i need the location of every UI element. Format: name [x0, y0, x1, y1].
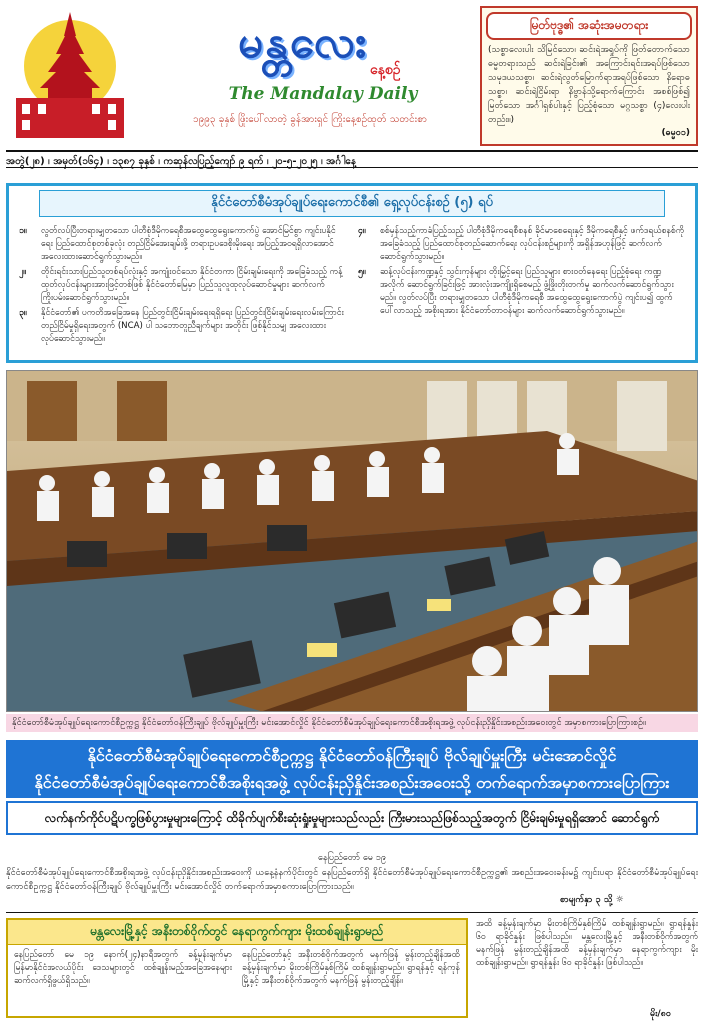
priorities-box	[6, 183, 698, 363]
priority-item	[358, 266, 685, 318]
weather-heading: မန္တလေးမြို့နှင့် အနီးတစ်ဝိုက်တွင် နေရာကွက်ကျား မိုးထစ်ချုန်းရွာမည်	[8, 920, 466, 945]
motto-title: မြတ်ဗုဒ္ဓ၏ အဆုံးအမတရား	[486, 12, 692, 40]
masthead-title: မန္တလေး	[237, 17, 369, 68]
continued-link[interactable]: စာမျက်နှာ ၃ သို့ ☼	[560, 895, 624, 905]
priority-number: ၁။	[19, 226, 27, 236]
priority-number: ၂။	[19, 267, 26, 277]
headline	[6, 740, 698, 798]
dateline: အတွဲ(၂၈) ၊ အမှတ်(၁၆၄) ၊ ၁၃၈၇ ခုနှစ် ၊ ကဆုန်လပြည့်ကျော် ၉ ရက် ၊ ၂၀-၅-၂၀၂၅ ၊ အင်္ဂါနေ့	[6, 150, 698, 168]
page-marker: မိုး/၈၀	[650, 1009, 671, 1019]
priority-text: စစ်မှန်သည့်ကာခံပြည့်သည့် ပါတီစုံဒီမိုကရေစီစနစ် ခိုင်မာစေရေးနှင့် ဒီမိုကရေစီနှင့် ဖက်ဒရယ်စနစ်ကိုအခြေခံသည့် ပြည်ထောင်စုတည်ဆောက်ရေး လုပ်ငန်းစဉ်များကို အရှိန်အဟုန်ဖြင့် ဆက်လက်ဆောင်ရွက်သွားမည်။	[380, 226, 685, 262]
priority-number: ၃။	[19, 308, 27, 318]
motto-ref: (ဓမ္မ၀၁)	[661, 128, 690, 138]
photo-caption: နိုင်ငံတော်စီမံအုပ်ချုပ်ရေးကောင်စီဥက္ကဋ္ဌ နိုင်ငံတော်ဝန်ကြီးချုပ် ဗိုလ်ချုပ်မှူးကြီး မင်းအောင်လှိုင် နိုင်ငံတော်စီမံအုပ်ချုပ်ရေးကောင်စီအစိုးရအဖွဲ့ လုပ်ငန်းညှိနှိုင်းအစည်းအဝေးတွင် အမှာစကားပြောကြားစဉ်။	[6, 714, 698, 732]
weather-column-1: နေပြည်တော် မေ ၁၉ နောက်(၂၄)နာရီအတွက် ခန့်မှန်းချက်မှာ မြန်မာနိုင်ငံအလယ်ပိုင်း ဒေသများတွင် ထစ်ချုန်းမည့်အခြေအနေများ ဆက်လက်ရှိဖွယ်ရှိသည်။	[14, 950, 232, 986]
priority-text: နိုင်ငံတော်၏ ပကတိအခြေအနေ ပြည်တွင်းငြိမ်းချမ်းရေးရရှိရေး ပြည်တွင်းငြိမ်းချမ်းရေးလမ်းကြောင်း တည်ငြိမ်မှုရှိရေးအတွက် (NCA) ပါ သဘောတူညီချက်များ အတိုင်း ဖြစ်နိုင်သမျှ အလေးထားလုပ်ဆောင်သွားမည်။	[41, 308, 344, 344]
masthead	[0, 0, 704, 150]
priorities-right-column	[358, 225, 685, 348]
masthead-english-title: The Mandalay Daily	[228, 84, 418, 104]
masthead-subtitle: နေ့စဉ်	[370, 62, 401, 78]
article-lede: နိုင်ငံတော်စီမံအုပ်ချုပ်ရေးကောင်စီအစိုးရအဖွဲ့ လုပ်ငန်းညှိနှိုင်းအစည်းအဝေးကို ယနေ့နံနက်ပိုင်းတွင် နေပြည်တော်ရှိ နိုင်ငံတော်စီမံအုပ်ချုပ်ရေးကောင်စီဥက္ကဋ္ဌ၏ အစည်းအဝေးခန်းမ၌ ကျင်းပရာ နိုင်ငံတော်စီမံအုပ်ချုပ်ရေးကောင်စီဥက္ကဋ္ဌ နိုင်ငံတော်ဝန်ကြီးချုပ် ဗိုလ်ချုပ်မှူးကြီး မင်းအောင်လှိုင် တက်ရောက်အမှာစကားပြောကြားသည်။	[6, 868, 698, 892]
subheadline: လက်နက်ကိုင်ပဋိပက္ခဖြစ်ပွားမှုများကြောင့် ထိခိုက်ပျက်စီးဆုံးရှုံးမှုများသည်လည်း ကြီးမားသည်ဖြစ်သည့်အတွက် ငြိမ်းချမ်းမှုရရှိအောင် ဆောင်ရွက်	[6, 801, 698, 835]
motto-text: (သစ္စာလေးပါး သိမြင်သော၊ ဆင်းရဲအရှုပ်ကို ဖြတ်တောက်သော ဓမ္မတရားသည် ဆင်းရဲခြင်း၏ အကြောင်းရင်းအရပ်ဖြစ်သော သမုဒယသစ္စာ၊ ဆင်းရဲလွတ်မြောက်ရာအရပ်ဖြစ်သော နိရောဓသစ္စာ၊ ဆင်းရဲငြိမ်းရာ နိဗ္ဗာန်သို့ရောက်ကြောင်း အစစ်ဖြစ်၍ မြတ်သော အင်္ဂါရှစ်ပါးနှင့် ပြည့်စုံသော မဂ္ဂသစ္စာ (၄)လေးပါးတည်း။)	[488, 45, 690, 125]
priority-number: ၄။	[358, 226, 366, 236]
priority-item	[358, 225, 685, 264]
priority-text: တိုင်းရင်းသားပြည်သူတစ်ရပ်လုံးနှင့် အကျုံး၀င်သော နိုင်ငံတကာ ငြိမ်းချမ်းရေးကို အခြေခံသည့် ကန့်ထုတ်လုပ်ငန်းများအားဖြင့်တစ်ဖြစ် နိုင်ငံတော်မြေမှာ ပြည်သူလူထုလုပ်ဆောင်မှုများ ဆက်လက်ကြိုးပမ်းဆောင်ရွက်သွားမည်။	[41, 267, 343, 303]
priority-item	[19, 307, 346, 346]
priority-item	[19, 266, 346, 305]
headline-line-2: နိုင်ငံတော်စီမံအုပ်ချုပ်ရေးကောင်စီအစိုးရအဖွဲ့ လုပ်ငန်းညှိနှိုင်းအစည်းအဝေးသို့ တက်ရောက်အမှာစကားပြောကြား	[34, 773, 670, 792]
meeting-room-illustration	[7, 371, 698, 712]
motto-box	[480, 6, 698, 146]
headline-line-1: နိုင်ငံတော်စီမံအုပ်ချုပ်ရေးကောင်စီဥက္ကဋ္ဌ နိုင်ငံတော်ဝန်ကြီးချုပ် ဗိုလ်ချုပ်မှူးကြီး မင်းအောင်လှိုင်	[87, 746, 617, 765]
masthead-tagline: ၁၉၉၃ ခုနှစ် ဖြိုးပေါ်လာတဲ့ ခွန်အားရှင် ကြိုးနေ့စဉ်ထုတ် သတင်းစာ	[193, 114, 427, 125]
priority-item	[19, 225, 346, 264]
weather-column-2: နေပြည်တော်နှင့် အနီးတစ်ဝိုက်အတွက် မနက်ဖြန် မွန်းတည့်ချိန်အထိ ခန့်မှန်းချက်မှာ မိုးတစ်ကြိမ်နှစ်ကြိမ် ထစ်ချုန်းရွာမည်။ ရွာရန်နှင့် ရန်ကုန်မြို့နှင့် အနီးတစ်ဝိုက်အတွက် မနက်ဖြန် မွန်းတည့်ချိန်။	[242, 950, 460, 986]
weather-continuation: အထိ ခန့်မှန်းချက်မှာ မိုးတစ်ကြိမ်နှစ်ကြိမ် ထစ်ချုန်းရွာမည်။ ရွာရန်နှုန်း ၆၀ ရာခိုင်နှုန်း ဖြစ်ပါသည်။ မန္တလေးမြို့နှင့် အနီးတစ်ဝိုက်အတွက် မနက်ဖြန် မွန်းတည့်ချိန်အထိ ခန့်မှန်းချက်မှာ နေရာကွက်ကျား မိုးထစ်ချုန်းရွာမည်။ ရွာရန်နှုန်း ၆၀ ရာခိုင်နှုန်း ဖြစ်ပါသည်။	[476, 919, 698, 968]
priority-text: လွတ်လပ်ပြီးတရားမျှတသော ပါတီစုံဒီမိုကရေစီအထွေထွေရွေးကောက်ပွဲ အောင်မြင်စွာ ကျင်းပနိုင်ရေး ပြည်ထောင်စုတစ်ခုလုံး တည်ငြိမ်အေးချမ်းဖို့ တရားဥပဒေစိုးမိုးရေး အပြည့်အ၀ရရှိလာအောင် အလေးထားဆောင်ရွက်သွားမည်။	[41, 226, 336, 262]
meeting-photo	[6, 370, 698, 712]
priorities-left-column	[19, 225, 346, 348]
priority-text: ဆန့်လုပ်ငန်းကဏ္ဍနှင့် သွင်းကုန်များ တိုးမြှင့်ရေး ပြည်သူများ စားဝတ်နေရေး ပြည့်စုံရေး ကဏ္ဍအလိုက် ဆောင်ရွက်ခြင်းဖြင့် အားလုံးအကျိုးရှိစေမည့် ဖွံ့ဖြိုးတိုးတက်မှု ဆက်လက်ဆောင်ရွက်သွားမည်။ လွတ်လပ်ပြီး တရားမျှတသော ပါတီစုံဒီမိုကရေစီ အထွေထွေရွေးကောက်ပွဲ ကျင်းပ၍ ထွက်ပေါ်လာသည့် အစိုးရအား နိုင်ငံတော်တာ၀န်များ ဆက်လက်ဆောင်ရွက်သွားမည်။	[380, 267, 674, 316]
priority-number: ၅။	[358, 267, 366, 277]
pagoda-logo-icon	[8, 6, 128, 138]
divider	[6, 912, 698, 913]
priorities-heading: နိုင်ငံတော်စီမံအုပ်ချုပ်ရေးကောင်စီ၏ ရှေ့လုပ်ငန်းစဉ် (၅) ရပ်	[39, 190, 665, 217]
article-dateline: နေပြည်တော် မေ ၁၉	[317, 853, 387, 863]
weather-box	[6, 918, 468, 1018]
